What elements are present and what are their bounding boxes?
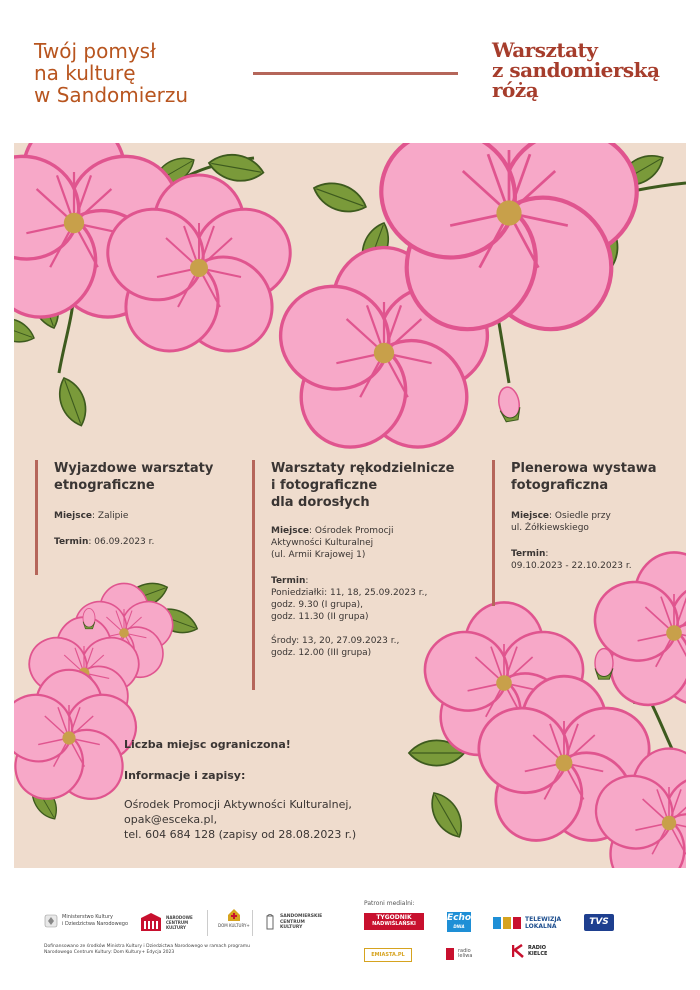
tagline-line: Twój pomysł [34, 39, 156, 63]
place-label: Miejsce [54, 511, 93, 521]
dom-kultury-name: DOM [218, 923, 228, 928]
place-value: : Zalipie [92, 511, 129, 521]
term-label: Termin [54, 537, 89, 547]
nck-building-icon [140, 912, 162, 932]
event-title-line: różą [492, 78, 539, 102]
column-title-line: Wyjazdowe warsztaty [54, 461, 214, 476]
ministry-logo [44, 914, 128, 928]
radio-leliwa-name: leliwa [458, 953, 473, 959]
dom-kultury-logo [218, 908, 250, 928]
tygodnik-logo [364, 913, 424, 930]
radio-kielce-k-icon [512, 944, 524, 958]
place-value: Aktywności Kulturalnej [271, 538, 374, 548]
tvl-name: LOKALNA [525, 923, 557, 930]
ministry-name-line: Ministerstwo Kultury [62, 914, 113, 920]
nck-logo [140, 912, 193, 932]
sck-logo [264, 914, 322, 931]
term-value: : [305, 576, 309, 586]
column-title-line: Plenerowa wystawa [511, 461, 657, 476]
tagline [34, 40, 188, 106]
nck-name-line: CENTRUM [166, 919, 189, 925]
header-divider [253, 72, 458, 75]
term-value: 09.10.2023 - 22.10.2023 r. [511, 561, 632, 571]
sck-name-line: SANDOMIERSKIE [280, 914, 323, 919]
tvs-logo [584, 914, 614, 931]
column-title-line: Warsztaty rękodzielnicze [271, 461, 455, 476]
place-value: : Osiedle przy [549, 511, 611, 521]
term-info [511, 548, 672, 572]
ministry-name-line: i Dziedzictwa Narodowego [62, 921, 128, 927]
place-value: ul. Żółkiewskiego [511, 523, 589, 533]
place-info [54, 510, 235, 522]
place-value: (ul. Armii Krajowej 1) [271, 550, 366, 560]
sck-name-line: KULTURY [280, 925, 303, 930]
emiasta-name: EMIASTA.PL [371, 952, 405, 958]
column-title [511, 460, 672, 494]
echo-logo [447, 912, 471, 932]
logo-divider [252, 910, 253, 936]
radio-leliwa-name: radio [458, 948, 471, 954]
place-info [271, 525, 462, 561]
term-label: Termin [511, 549, 546, 559]
nck-name-line: NARODOWE [166, 914, 193, 920]
signup-info [124, 737, 356, 842]
radio-leliwa-icon [446, 948, 454, 960]
column-title-line: etnograficzne [54, 478, 155, 493]
house-plus-icon [226, 908, 242, 922]
term-label: Termin [271, 576, 306, 586]
term-info-wednesday [271, 635, 462, 659]
workshop-column-ethnographic [35, 460, 235, 575]
media-patrons-label: Patroni medialni: [364, 900, 415, 907]
limited-seats-notice: Liczba miejsc ograniczona! [124, 738, 291, 751]
eagle-emblem-icon [44, 914, 58, 928]
workshop-column-exhibition [492, 460, 672, 606]
funding-note [44, 944, 250, 956]
tvs-name: TVS [589, 917, 609, 927]
term-info [54, 536, 235, 548]
radio-kielce-name: KIELCE [528, 951, 548, 957]
tygodnik-name: TYGODNIK [376, 914, 412, 921]
nck-name-line: KULTURY [166, 924, 186, 930]
funding-note-line: Narodowego Centrum Kultury: Dom Kultury+ Edycja 2023 [44, 950, 175, 955]
echo-name: Echo [447, 913, 472, 923]
sck-tower-icon [264, 914, 276, 930]
event-title-line: z sandomierską [492, 58, 660, 82]
tvl-name: TELEWIZJA [525, 916, 562, 923]
contact-email[interactable]: opak@esceka.pl, [124, 813, 218, 826]
event-title [492, 40, 660, 100]
emiasta-logo [364, 948, 412, 962]
place-label: Miejsce [271, 526, 310, 536]
tagline-line: na kulturę [34, 61, 136, 85]
echo-sub: DNIA [453, 924, 465, 929]
event-title-line: Warsztaty [492, 38, 598, 62]
column-title-line: dla dorosłych [271, 495, 370, 510]
column-title [271, 460, 462, 511]
organizer-name: Ośrodek Promocji Aktywności Kulturalnej, [124, 798, 352, 811]
place-info [511, 510, 672, 534]
workshop-column-crafts [252, 460, 462, 690]
column-title-line: i fotograficzne [271, 478, 378, 493]
term-value: : 06.09.2023 r. [88, 537, 155, 547]
tagline-line: w Sandomierzu [34, 83, 189, 107]
radio-kielce-name: RADIO [528, 945, 546, 951]
column-title-line: fotograficzna [511, 478, 609, 493]
term-value: Poniedziałki: 11, 18, 25.09.2023 r., [271, 588, 428, 598]
tvl-logo [493, 916, 561, 930]
tvl-letters-icon [493, 916, 521, 930]
term-value: godz. 9.30 (I grupa), [271, 600, 364, 610]
footer [0, 868, 700, 990]
contact-phone: tel. 604 684 128 (zapisy od 28.08.2023 r.) [124, 828, 357, 841]
term-value: : [545, 549, 549, 559]
dom-kultury-name: KULTURY+ [228, 923, 250, 928]
sck-name-line: CENTRUM [280, 919, 305, 925]
term-value: Środy: 13, 20, 27.09.2023 r., [271, 636, 400, 646]
place-value: : Ośrodek Promocji [309, 526, 394, 536]
signup-heading: Informacje i zapisy: [124, 769, 246, 782]
term-value: godz. 12.00 (III grupa) [271, 648, 372, 658]
tygodnik-name: NADWIŚLAŃSKI [372, 921, 416, 927]
radio-kielce-logo [512, 944, 547, 958]
logo-divider [207, 910, 208, 936]
radio-leliwa-logo [446, 948, 472, 960]
term-info [271, 575, 462, 623]
term-value: godz. 11.30 (II grupa) [271, 612, 369, 622]
funding-note-line: Dofinansowano ze środków Ministra Kultury i Dziedzictwa Narodowego w ramach programu [44, 944, 250, 949]
column-title [54, 460, 235, 494]
place-label: Miejsce [511, 511, 550, 521]
